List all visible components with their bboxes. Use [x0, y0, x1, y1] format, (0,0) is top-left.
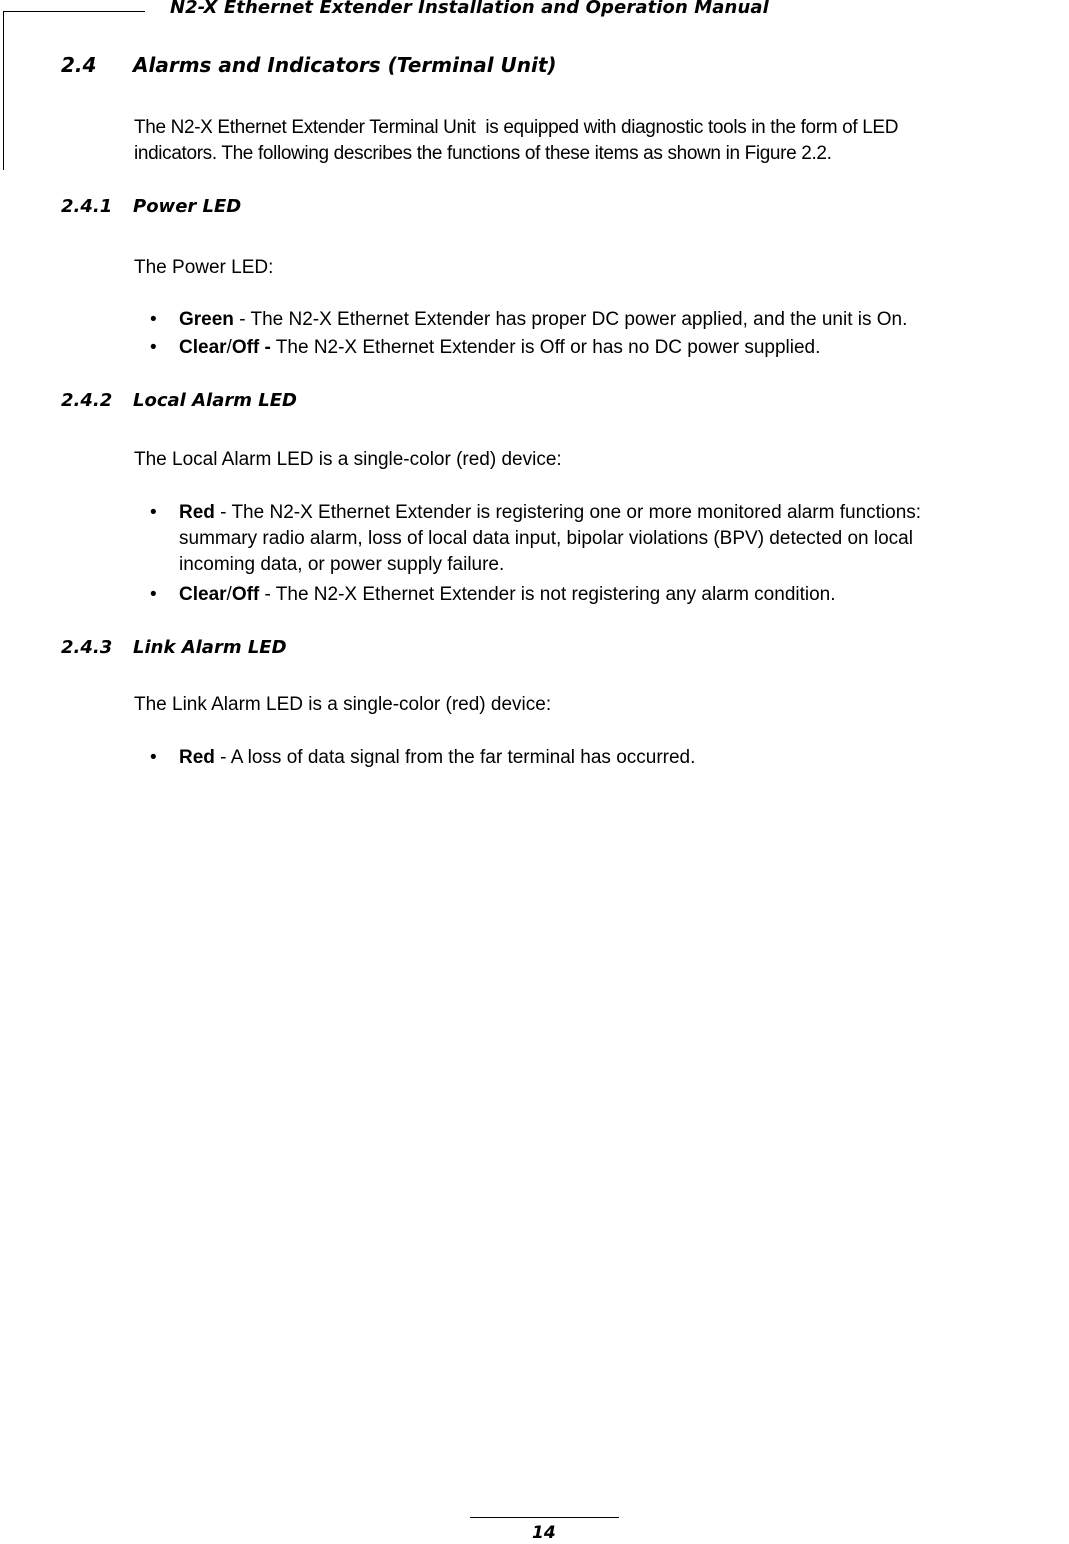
- subsection-heading-power-led: [61, 196, 241, 217]
- subsection-number: 2.4.1: [61, 196, 113, 217]
- subsection-number: 2.4.3: [61, 637, 113, 658]
- bullet-term-2: Off: [231, 584, 260, 605]
- bullet-icon: •: [150, 309, 157, 330]
- intro-line-2: indicators. The following describes the functions of these items as shown in Figure 2.2.: [134, 143, 832, 164]
- bullet-text: - The N2-X Ethernet Extender is not registering any alarm condition.: [259, 584, 836, 605]
- footer-rule: [470, 1517, 619, 1518]
- bullet-icon: •: [150, 502, 157, 523]
- list-item-power-clear-off: • Clear/Off - The N2-X Ethernet Extender is Off or has no DC power supplied.: [150, 335, 1069, 361]
- section-title: Alarms and Indicators (Terminal Unit): [133, 53, 557, 77]
- section-intro-paragraph: [134, 115, 1069, 167]
- bullet-text-line-3: incoming data, or power supply failure.: [179, 554, 505, 575]
- subsection-title: Power LED: [133, 196, 242, 217]
- list-item-link-red: [150, 745, 1069, 771]
- bullet-term: Green: [179, 309, 234, 330]
- bullet-icon: •: [150, 584, 157, 605]
- bullet-text: - A loss of data signal from the far terminal has occurred.: [214, 747, 696, 768]
- subsection-heading-local-alarm-led: [61, 390, 297, 411]
- subsection-number: 2.4.2: [61, 390, 113, 411]
- power-led-intro: The Power LED:: [134, 257, 274, 278]
- bullet-icon: •: [150, 747, 157, 768]
- list-item-power-green: • Green - The N2-X Ethernet Extender has proper DC power applied, and the unit is On.: [150, 307, 1069, 333]
- bullet-term-2: Off -: [231, 337, 271, 358]
- header-corner-rule-horizontal: [3, 11, 145, 12]
- list-item-local-clear-off: • Clear/Off - The N2-X Ethernet Extender is not registering any alarm condition.: [150, 582, 1069, 608]
- link-alarm-led-intro: The Link Alarm LED is a single-color (red) device:: [134, 694, 552, 715]
- bullet-icon: •: [150, 337, 157, 358]
- subsection-title: Link Alarm LED: [133, 637, 287, 658]
- running-header-title: N2-X Ethernet Extender Installation and Operation Manual: [170, 0, 769, 18]
- bullet-text-line-2: summary radio alarm, loss of local data input, bipolar violations (BPV) detected on local: [179, 528, 913, 549]
- bullet-term: Red: [179, 502, 215, 523]
- bullet-term: Clear: [179, 584, 227, 605]
- bullet-text: The N2-X Ethernet Extender is Off or has no DC power supplied.: [270, 337, 821, 358]
- page-number: 14: [532, 1523, 556, 1543]
- intro-line-1: The N2-X Ethernet Extender Terminal Unit is equipped with diagnostic tools in the form of LED: [134, 117, 899, 138]
- bullet-term: Red: [179, 747, 215, 768]
- list-item-local-red: [150, 500, 1069, 578]
- bullet-text: - The N2-X Ethernet Extender is registering one or more monitored alarm functions:: [214, 502, 922, 523]
- bullet-term: Clear: [179, 337, 227, 358]
- bullet-text: The N2-X Ethernet Extender has proper DC power applied, and the unit is On.: [250, 309, 908, 330]
- subsection-heading-link-alarm-led: [61, 637, 287, 658]
- header-corner-rule-vertical: [3, 11, 4, 170]
- subsection-title: Local Alarm LED: [133, 390, 297, 411]
- section-number: 2.4: [61, 53, 97, 77]
- section-heading: [61, 53, 557, 77]
- local-alarm-led-intro: The Local Alarm LED is a single-color (red) device:: [134, 449, 562, 470]
